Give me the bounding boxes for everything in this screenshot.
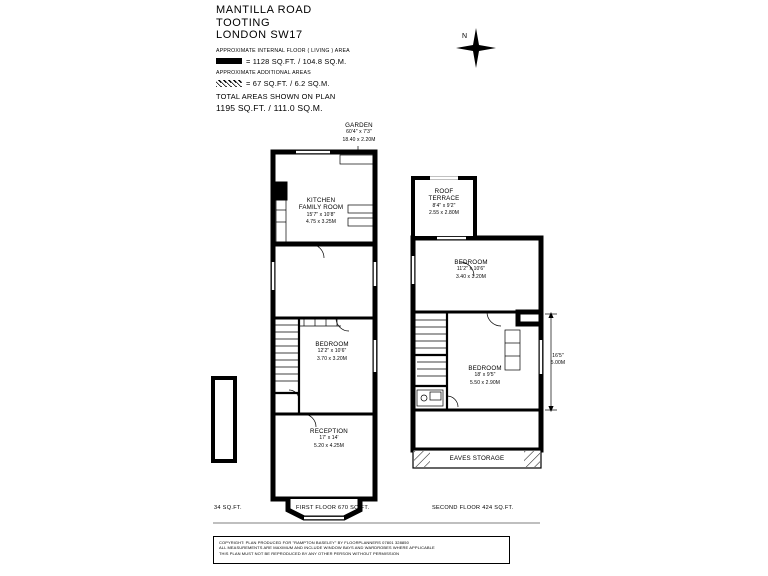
footer-line-1: COPYRIGHT: PLAN PRODUCED FOR "RAMPTON BASELEY" BY FLOORPLANNERS 07801 328850 bbox=[219, 540, 409, 545]
key-internal-value: = 1128 SQ.FT. / 104.8 SQ.M. bbox=[246, 56, 347, 66]
caption-second-floor: SECOND FLOOR 424 SQ.FT. bbox=[432, 505, 514, 511]
svg-text:N: N bbox=[462, 33, 468, 40]
key-internal-title: APPROXIMATE INTERNAL FLOOR ( LIVING ) AREA bbox=[216, 47, 350, 54]
room-label-eaves-storage: EAVES STORAGE bbox=[449, 455, 505, 462]
room-label-garden: GARDEN 60'4" x 7'3" 18.40 x 2.20M bbox=[342, 122, 376, 143]
caption-first-floor: FIRST FLOOR 670 SQ.FT. bbox=[296, 505, 370, 511]
room-label-kitchen-family-room: KITCHEN FAMILY ROOM 15'7" x 10'8" 4.75 x 3.25M bbox=[298, 197, 344, 226]
room-label-roof-terrace: ROOF TERRACE 8'4" x 9'2" 2.55 x 2.80M bbox=[428, 188, 460, 217]
footer-line-3: THIS PLAN MUST NOT BE REPRODUCED BY ANY OTHER PERSON WITHOUT PERMISSION bbox=[219, 550, 400, 556]
caption-outbuilding: 34 SQ.FT. bbox=[214, 505, 242, 511]
side-dimension: 16'5" 5.00M bbox=[550, 353, 566, 366]
key-additional-title: APPROXIMATE ADDITIONAL AREAS bbox=[216, 69, 311, 76]
room-label-bedroom-first: BEDROOM 12'2" x 10'6" 3.70 x 3.20M bbox=[315, 341, 349, 362]
address-line-3: LONDON SW17 bbox=[216, 29, 303, 41]
key-additional-value: = 67 SQ.FT. / 6.2 SQ.M. bbox=[246, 78, 330, 88]
total-value: 1195 SQ.FT. / 111.0 SQ.M. bbox=[216, 102, 323, 113]
room-label-bedroom-second-rear: BEDROOM 18' x 9'5" 5.50 x 2.90M bbox=[468, 365, 502, 386]
room-label-bedroom-second-front: BEDROOM 11'2" x 10'6" 3.40 x 3.20M bbox=[454, 259, 488, 280]
footer-legal-block bbox=[213, 536, 510, 564]
footer-line-2: ALL MEASUREMENTS ARE MAXIMUM AND INCLUDE WINDOW BAYS AND WARDROBES WHERE APPLICABLE bbox=[219, 545, 435, 551]
room-label-reception: RECEPTION 17' x 14' 5.20 x 4.25M bbox=[310, 428, 348, 449]
address-line-1: MANTILLA ROAD bbox=[216, 4, 312, 16]
total-title: TOTAL AREAS SHOWN ON PLAN bbox=[216, 91, 336, 101]
address-line-2: TOOTING bbox=[216, 16, 271, 29]
